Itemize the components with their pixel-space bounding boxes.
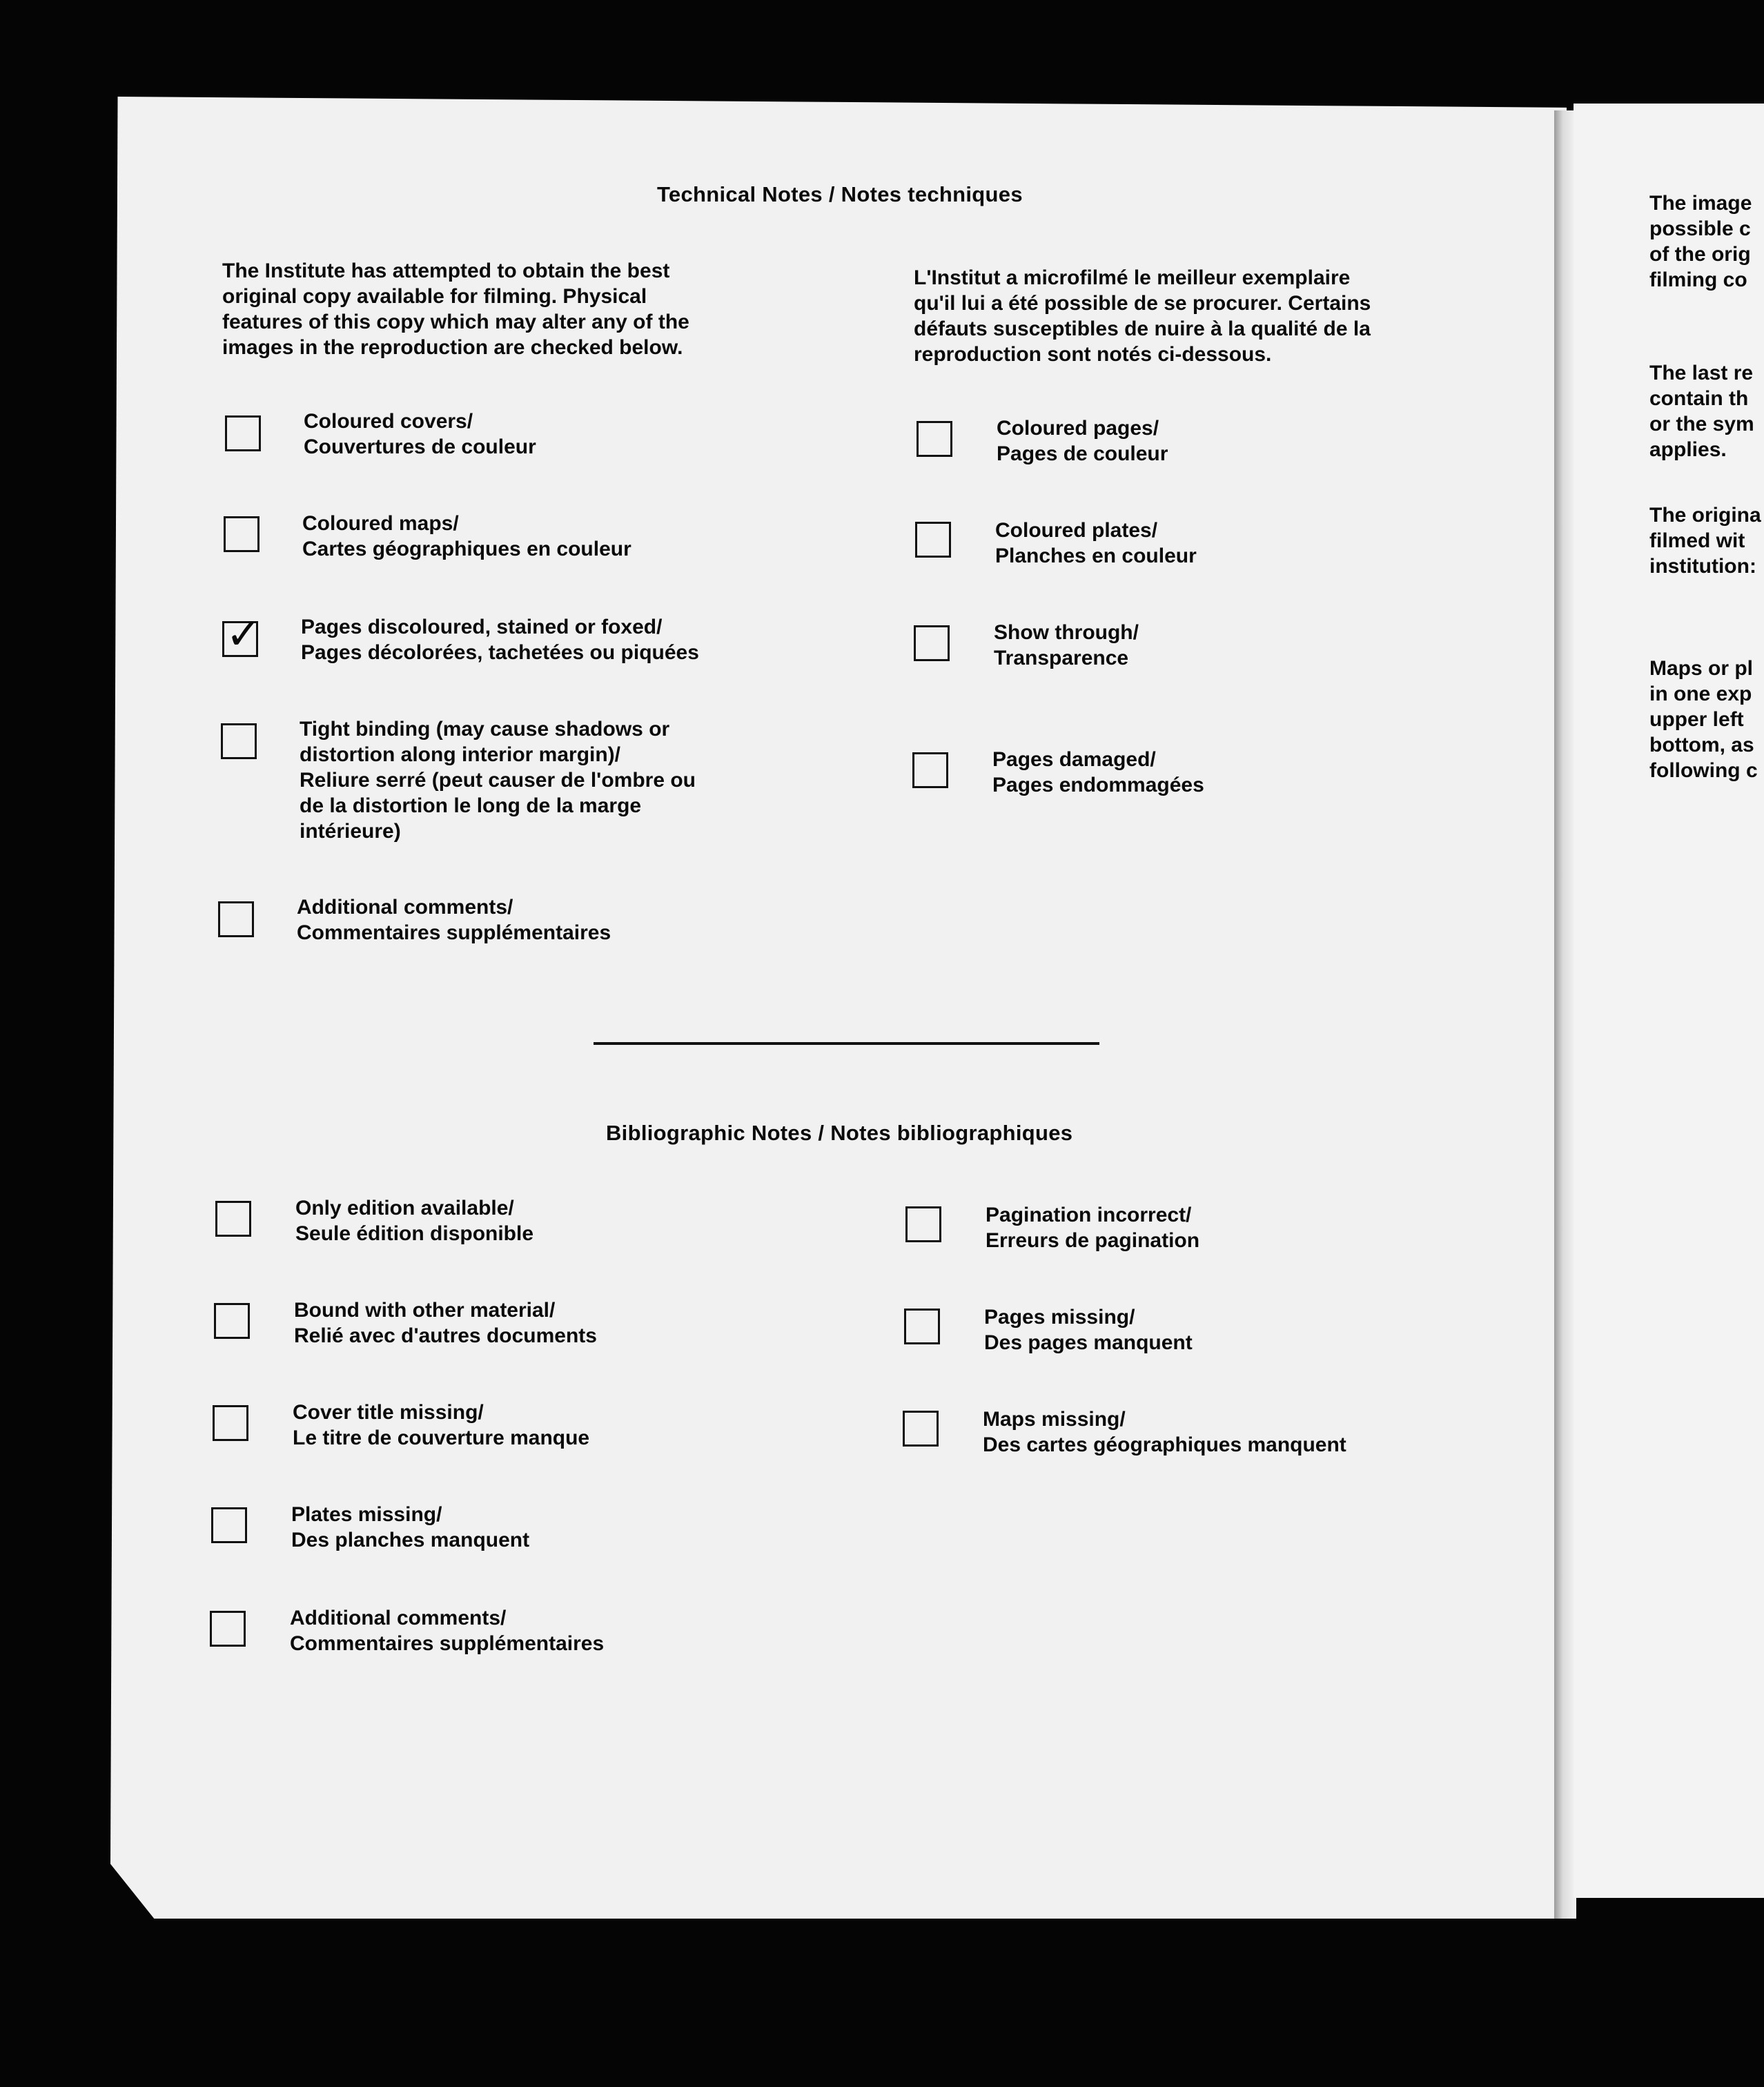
label-line: distortion along interior margin)/ [300, 743, 620, 766]
label-cover-title-missing [293, 1400, 589, 1451]
intro-en-line: images in the reproduction are checked below. [222, 336, 683, 359]
intro-en-line: original copy available for filming. Physical [222, 285, 647, 308]
checkbox-technical-additional-comments[interactable] [218, 901, 254, 937]
checkbox-bibliographic-additional-comments[interactable] [210, 1611, 246, 1647]
label-line: Commentaires supplémentaires [297, 921, 611, 944]
label-line: Only edition available/ [295, 1197, 514, 1219]
adjacent-line: or the sym [1649, 413, 1754, 435]
label-line: Des cartes géographiques manquent [983, 1433, 1346, 1456]
label-bibliographic-additional-comments [290, 1605, 604, 1656]
adjacent-line: possible c [1649, 217, 1751, 240]
label-line: Planches en couleur [995, 545, 1197, 567]
label-line: intérieure) [300, 820, 401, 843]
intro-fr-line: L'Institut a microfilmé le meilleur exemplaire [914, 266, 1351, 289]
label-line: Pages discoloured, stained or foxed/ [301, 616, 663, 638]
checkbox-cover-title-missing[interactable] [213, 1405, 248, 1441]
label-line: Plates missing/ [291, 1503, 442, 1526]
label-coloured-plates [995, 518, 1197, 569]
checkbox-coloured-maps[interactable] [224, 516, 259, 552]
label-coloured-covers [304, 409, 536, 460]
intro-en-line: features of this copy which may alter any of the [222, 311, 689, 333]
label-line: Le titre de couverture manque [293, 1427, 590, 1449]
label-line: Commentaires supplémentaires [290, 1632, 605, 1655]
label-plates-missing [291, 1502, 529, 1553]
label-coloured-maps [302, 511, 631, 562]
label-line: Coloured maps/ [302, 512, 459, 535]
label-coloured-pages [997, 415, 1168, 467]
technical-intro-fr [914, 265, 1371, 367]
technical-intro-en [222, 258, 689, 360]
label-pages-missing [984, 1304, 1193, 1355]
label-line: Bound with other material/ [294, 1299, 556, 1322]
label-tight-binding [300, 716, 696, 844]
adjacent-line: contain th [1649, 387, 1749, 410]
checkbox-show-through[interactable] [914, 625, 950, 661]
label-pages-discoloured [301, 614, 699, 665]
label-line: Coloured pages/ [997, 417, 1159, 440]
adjacent-line: Maps or pl [1649, 657, 1754, 680]
adjacent-line: bottom, as [1649, 734, 1754, 756]
label-show-through [994, 620, 1139, 671]
label-line: Pages damaged/ [992, 748, 1156, 771]
checkbox-only-edition[interactable] [215, 1201, 251, 1237]
adjacent-line: of the orig [1649, 243, 1751, 266]
label-line: Transparence [994, 647, 1129, 669]
checkbox-maps-missing[interactable] [903, 1411, 939, 1447]
label-line: Seule édition disponible [295, 1222, 534, 1245]
label-line: Show through/ [994, 621, 1139, 644]
label-line: Additional comments/ [297, 896, 513, 919]
section-divider [594, 1042, 1099, 1045]
checkbox-plates-missing[interactable] [211, 1507, 247, 1543]
label-line: de la distortion le long de la marge [300, 794, 642, 817]
adjacent-text-block [1649, 656, 1764, 783]
label-line: Coloured covers/ [304, 410, 473, 433]
adjacent-line: in one exp [1649, 683, 1752, 705]
intro-fr-line: reproduction sont notés ci-dessous. [914, 343, 1272, 366]
label-line: Erreurs de pagination [986, 1229, 1200, 1252]
label-line: Pages missing/ [984, 1306, 1135, 1329]
label-line: Des pages manquent [984, 1331, 1193, 1354]
label-line: Couvertures de couleur [304, 435, 536, 458]
adjacent-line: filmed wit [1649, 529, 1745, 552]
label-line: Additional comments/ [290, 1607, 507, 1629]
checkbox-pages-discoloured[interactable] [222, 611, 262, 658]
checkbox-pagination-incorrect[interactable] [905, 1206, 941, 1242]
adjacent-text-block [1649, 360, 1764, 462]
label-line: Cover title missing/ [293, 1401, 484, 1424]
label-line: Des planches manquent [291, 1529, 530, 1551]
label-line: Maps missing/ [983, 1408, 1126, 1431]
label-line: Relié avec d'autres documents [294, 1324, 597, 1347]
checkbox-coloured-pages[interactable] [917, 421, 952, 457]
checkbox-bound-with[interactable] [214, 1303, 250, 1339]
intro-en-line: The Institute has attempted to obtain the best [222, 259, 670, 282]
adjacent-line: The image [1649, 192, 1752, 215]
label-line: Reliure serré (peut causer de l'ombre ou [300, 769, 696, 792]
intro-fr-line: défauts susceptibles de nuire à la qualité de la [914, 317, 1371, 340]
label-line: Pages de couleur [997, 442, 1168, 465]
label-maps-missing [983, 1407, 1346, 1458]
intro-fr-line: qu'il lui a été possible de se procurer. Certains [914, 292, 1371, 315]
checkbox-pages-missing[interactable] [904, 1309, 940, 1344]
checkmark-icon: ✓ [226, 611, 262, 658]
label-pages-damaged [992, 747, 1204, 798]
adjacent-line: filming co [1649, 268, 1747, 291]
label-line: Tight binding (may cause shadows or [300, 718, 670, 741]
adjacent-line: following c [1649, 759, 1758, 782]
checkbox-coloured-covers[interactable] [225, 415, 261, 451]
adjacent-line: institution: [1649, 555, 1756, 578]
adjacent-line: The last re [1649, 362, 1754, 384]
label-line: Coloured plates/ [995, 519, 1158, 542]
adjacent-line: applies. [1649, 438, 1727, 461]
label-line: Pages endommagées [992, 774, 1204, 796]
bibliographic-notes-heading: Bibliographic Notes / Notes bibliographiques [606, 1121, 1073, 1145]
checkbox-coloured-plates[interactable] [915, 522, 951, 558]
checkbox-pages-damaged[interactable] [912, 752, 948, 788]
technical-notes-heading: Technical Notes / Notes techniques [657, 182, 1023, 206]
label-line: Cartes géographiques en couleur [302, 538, 631, 560]
label-line: Pages décolorées, tachetées ou piquées [301, 641, 699, 664]
checkbox-tight-binding[interactable] [221, 723, 257, 759]
adjacent-text-block [1649, 502, 1764, 579]
label-only-edition [295, 1195, 533, 1246]
label-bound-with [294, 1297, 597, 1349]
label-pagination-incorrect [986, 1202, 1199, 1253]
label-line: Pagination incorrect/ [986, 1204, 1192, 1226]
label-technical-additional-comments [297, 894, 611, 945]
adjacent-text-block [1649, 190, 1764, 293]
adjacent-line: The origina [1649, 504, 1761, 527]
adjacent-line: upper left [1649, 708, 1744, 731]
